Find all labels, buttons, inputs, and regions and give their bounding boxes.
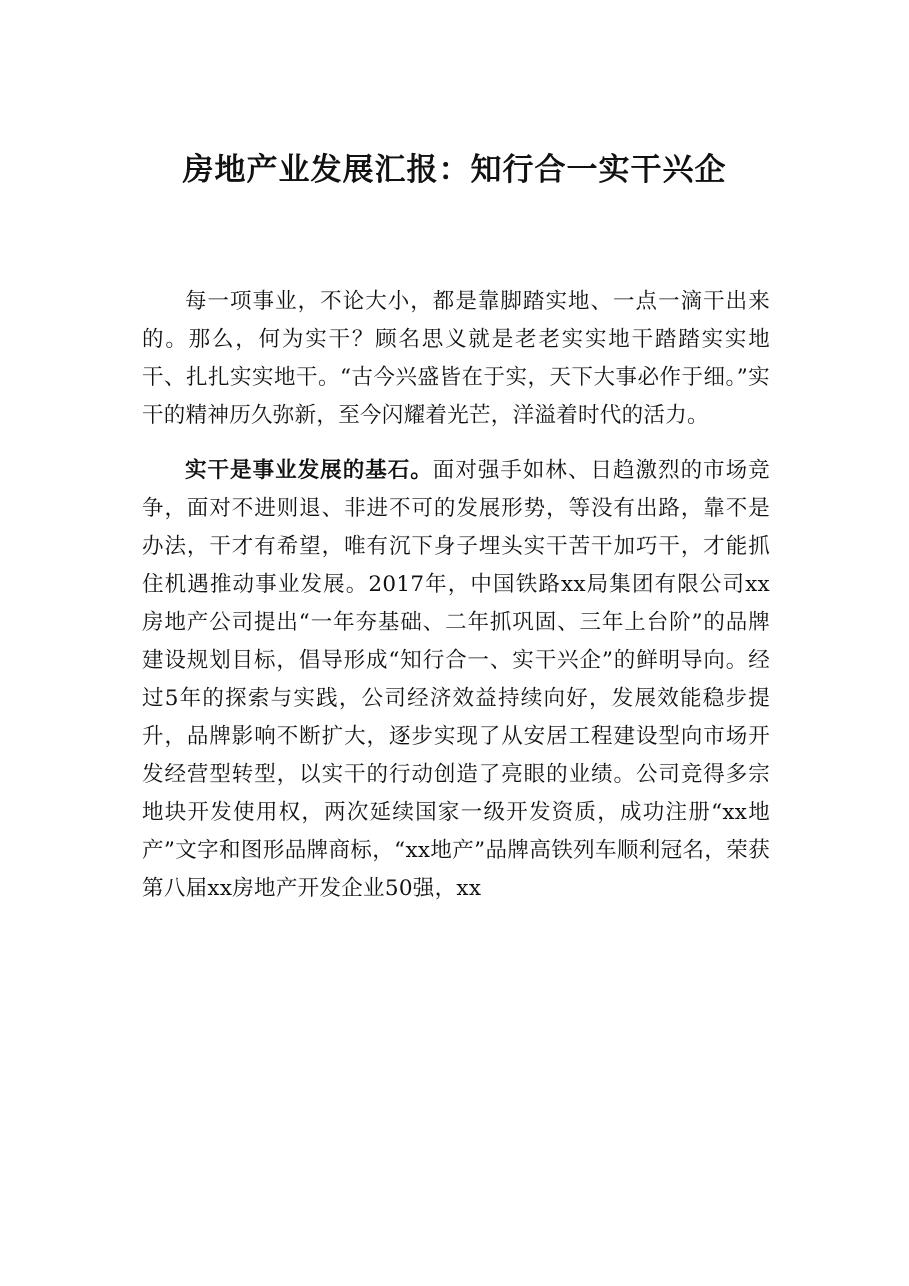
document-body [142,283,770,925]
paragraph-lead-sentence: 实干是事业发展的基石。 [185,458,433,483]
paragraph-body-text: 面对强手如林、日趋激烈的市场竞争，面对不进则退、非进不可的发展形势，等没有出路，靠不是办法，干才有希望，唯有沉下身子埋头实干苦干加巧干，才能抓住机遇推动事业发展。2017年，中国铁路xx局集团有限公司xx房地产公司提出“一年夯基础、二年抓巩固、三年上台阶”的品牌建设规划目标，倡导形成“知行合一、实干兴企”的鲜明导向。经过5年的探索与实践，公司经济效益持续向好，发展效能稳步提升，品牌影响不断扩大，逐步实现了从安居工程建设型向市场开发经营型转型，以实干的行动创造了亮眼的业绩。公司竞得多宗地块开发使用权，两次延续国家一级开发资质，成功注册“xx地产”文字和图形品牌商标，“xx地产”品牌高铁列车顺利冠名，荣获第八届xx房地产开发企业50强，xx [142,458,770,901]
document-title: 房地产业发展汇报：知行合一实干兴企 [182,152,727,188]
paragraph-intro: 每一项事业，不论大小，都是靠脚踏实地、一点一滴干出来的。那么，何为实干？顾名思义就是老老实实地干踏踏实实地干、扎扎实实地干。“古今兴盛皆在于实，天下大事必作于细。”实干的精神历久弥新，至今闪耀着光芒，洋溢着时代的活力。 [142,289,770,428]
paragraph-foundation [142,452,770,908]
